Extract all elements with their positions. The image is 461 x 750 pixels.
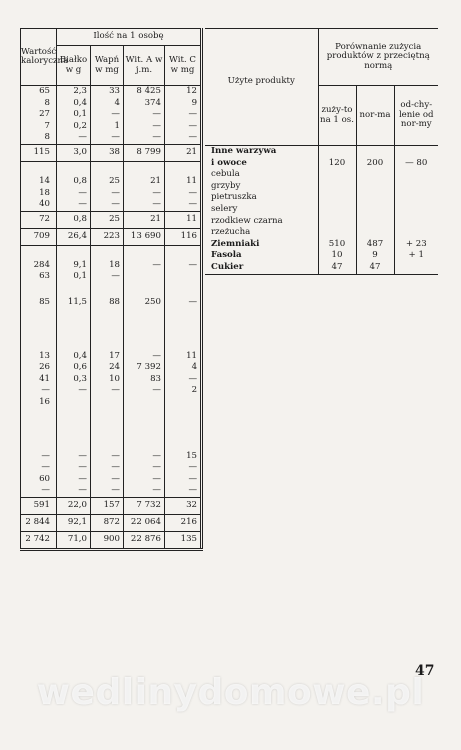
table-cell: 41 (21, 374, 57, 386)
table-cell (318, 146, 356, 158)
table-cell (356, 146, 394, 158)
table-cell: 0,1 (57, 109, 91, 121)
table-cell: + 1 (394, 250, 438, 262)
table-cell: 21 (124, 211, 165, 228)
table-cell: — (91, 109, 124, 121)
table-cell (356, 169, 394, 181)
table-cell: 26 (21, 362, 57, 374)
table-cell: — (124, 121, 165, 133)
table-cell: — (124, 188, 165, 200)
table-cell (21, 323, 57, 337)
table-cell (318, 227, 356, 239)
product-name: Inne warzywa (211, 146, 277, 156)
table-cell: 0,1 (57, 271, 91, 283)
table-cell (21, 337, 57, 351)
table-cell: 85 (21, 297, 57, 309)
table-cell (91, 323, 124, 337)
table-cell: 83 (124, 374, 165, 386)
table-cell (91, 409, 124, 423)
subtotal-row (21, 497, 202, 514)
table-cell (318, 181, 356, 193)
table-cell: 22 064 (124, 514, 165, 531)
table-cell (318, 204, 356, 216)
table-cell: 10 (318, 250, 356, 262)
table-cell: + 23 (394, 239, 438, 251)
table-cell: 200 (356, 158, 394, 170)
table-row (21, 423, 202, 437)
table-cell (91, 161, 124, 176)
header-protein: Białko w g (57, 46, 91, 86)
table-row (21, 485, 202, 497)
table-cell: 9 (191, 97, 198, 108)
table-cell: — (188, 109, 198, 120)
product-name: Fasola (211, 250, 242, 261)
table-cell: 9,1 (57, 260, 91, 272)
table-cell: — (57, 132, 91, 144)
table-cell: 27 (21, 109, 57, 121)
table-cell (356, 204, 394, 216)
table-row (21, 260, 202, 272)
table-cell: 11,5 (57, 297, 91, 309)
table-cell (165, 337, 202, 351)
subtotal-row (21, 211, 202, 228)
table-cell: — (57, 199, 91, 211)
table-cell (394, 181, 438, 193)
table-cell: — (91, 188, 124, 200)
table-row (21, 474, 202, 486)
table-cell: 11 (186, 175, 198, 186)
table-row (21, 283, 202, 297)
table-cell (394, 204, 438, 216)
header-deviation: od-chy-lenie od nor-my (394, 86, 438, 146)
table-cell (165, 283, 202, 297)
table-cell: 22,0 (57, 497, 91, 514)
table-cell: — (91, 462, 124, 474)
table-cell: 11 (186, 350, 198, 361)
table-cell: — (124, 351, 165, 363)
table-cell: — (57, 462, 91, 474)
table-cell (356, 227, 394, 239)
table-cell (57, 283, 91, 297)
table-cell: — (124, 385, 165, 397)
table-row (21, 132, 202, 144)
table-cell: — (124, 199, 165, 211)
subtotal-row (21, 144, 202, 161)
table-cell: — (91, 485, 124, 497)
table-cell (57, 409, 91, 423)
header-norm: nor-ma (356, 86, 394, 146)
table-row (21, 385, 202, 397)
table-cell: — (124, 132, 165, 144)
table-cell: 900 (91, 531, 124, 549)
table-cell: 116 (165, 228, 202, 245)
table-cell: — (21, 462, 57, 474)
table-cell: 135 (165, 531, 202, 549)
table-row (21, 86, 202, 98)
header-vitamin-a: Wit. A w j.m. (124, 46, 165, 86)
table-cell (394, 169, 438, 181)
table-cell: 120 (318, 158, 356, 170)
table-cell (57, 309, 91, 323)
table-row (21, 161, 202, 176)
table-cell: 92,1 (57, 514, 91, 531)
table-cell: 63 (21, 271, 57, 283)
product-name: rzodkiew czarna (211, 215, 283, 226)
table-cell (21, 437, 57, 451)
header-calories: Wartość kaloryczna (21, 29, 57, 86)
header-vitamin-c: Wit. C w mg (165, 46, 202, 86)
table-cell: 0,8 (57, 211, 91, 228)
nutrition-table-body (21, 86, 202, 550)
table-cell (165, 437, 202, 451)
table-cell: — (91, 271, 124, 283)
table-cell: — (188, 296, 198, 307)
subtotal-row (21, 531, 202, 549)
table-cell: 11 (165, 211, 202, 228)
table-cell (91, 283, 124, 297)
table-cell: 157 (91, 497, 124, 514)
table-cell (124, 437, 165, 451)
consumption-comparison-body (205, 146, 438, 275)
table-cell: 2 742 (21, 531, 57, 549)
table-cell: — (57, 451, 91, 463)
table-cell: — (188, 187, 198, 198)
table-cell: 284 (21, 260, 57, 272)
product-row (205, 250, 438, 262)
table-cell (394, 262, 438, 274)
table-cell: 2 844 (21, 514, 57, 531)
table-cell (21, 283, 57, 297)
table-cell (165, 309, 202, 323)
table-cell (91, 337, 124, 351)
table-cell (394, 192, 438, 204)
table-cell: 115 (21, 144, 57, 161)
table-cell: — (21, 485, 57, 497)
table-cell: 22 876 (124, 531, 165, 549)
table-cell: 65 (21, 86, 57, 98)
table-cell: — (188, 473, 198, 484)
table-cell: 4 (191, 362, 198, 373)
table-cell: 60 (21, 474, 57, 486)
table-cell (57, 245, 91, 260)
table-cell: — (188, 485, 198, 496)
table-cell (165, 245, 202, 260)
product-name: cebula (211, 169, 240, 180)
product-row (205, 204, 438, 216)
table-cell (356, 181, 394, 193)
nutrition-table (20, 28, 203, 551)
table-row (21, 121, 202, 133)
table-cell: 25 (91, 176, 124, 188)
table-cell (21, 409, 57, 423)
table-cell (21, 309, 57, 323)
table-row (21, 109, 202, 121)
table-cell: 47 (318, 262, 356, 274)
product-name: Ziemniaki (211, 238, 260, 249)
table-cell: — (91, 474, 124, 486)
table-cell (21, 161, 57, 176)
table-cell (124, 323, 165, 337)
product-row (205, 216, 438, 228)
table-cell: 0,6 (57, 362, 91, 374)
table-cell: — (124, 474, 165, 486)
table-cell: 40 (21, 199, 57, 211)
table-row (21, 409, 202, 423)
table-cell: — (124, 260, 165, 272)
table-cell (165, 271, 202, 283)
table-cell (57, 397, 91, 409)
table-cell: 21 (124, 176, 165, 188)
table-cell (356, 192, 394, 204)
table-cell: 8 799 (124, 144, 165, 161)
table-cell (394, 227, 438, 239)
table-cell: 14 (21, 176, 57, 188)
table-cell: — (57, 474, 91, 486)
table-cell (165, 323, 202, 337)
table-cell: 15 (186, 450, 198, 461)
table-cell: 72 (21, 211, 57, 228)
table-cell: — (57, 385, 91, 397)
page-number: 47 (415, 663, 435, 679)
table-cell: 591 (21, 497, 57, 514)
table-cell (124, 161, 165, 176)
table-row (21, 323, 202, 337)
header-products-used: Użyte produkty (205, 29, 318, 146)
table-cell: — (57, 188, 91, 200)
table-cell: 1 (91, 121, 124, 133)
table-cell: 709 (21, 228, 57, 245)
table-cell (91, 309, 124, 323)
table-cell: 16 (21, 397, 57, 409)
table-cell: — (188, 132, 198, 143)
table-row (21, 199, 202, 211)
table-cell: — (188, 199, 198, 210)
table-cell: 510 (318, 239, 356, 251)
table-cell: 13 690 (124, 228, 165, 245)
table-cell: — (124, 109, 165, 121)
product-row (205, 146, 438, 158)
table-cell (21, 245, 57, 260)
table-cell (91, 397, 124, 409)
table-cell: 8 (21, 98, 57, 110)
table-cell: 71,0 (57, 531, 91, 549)
table-cell (124, 397, 165, 409)
table-cell: 2,3 (57, 86, 91, 98)
table-cell: 4 (91, 98, 124, 110)
table-cell: — (91, 385, 124, 397)
table-cell: 24 (91, 362, 124, 374)
table-row (21, 297, 202, 309)
table-row (21, 271, 202, 283)
table-row (21, 176, 202, 188)
table-cell: 250 (124, 297, 165, 309)
table-cell (124, 423, 165, 437)
table-cell: 223 (91, 228, 124, 245)
table-cell: 18 (91, 260, 124, 272)
product-name: Cukier (205, 262, 318, 274)
product-row (205, 158, 438, 170)
table-cell (318, 216, 356, 228)
table-cell: — (124, 462, 165, 474)
table-cell (165, 423, 202, 437)
table-cell: 88 (91, 297, 124, 309)
table-cell: 25 (91, 211, 124, 228)
product-row (205, 192, 438, 204)
table-row (21, 188, 202, 200)
table-cell (57, 161, 91, 176)
table-cell: 26,4 (57, 228, 91, 245)
table-cell: 7 (21, 121, 57, 133)
table-row (21, 98, 202, 110)
table-cell: 0,2 (57, 121, 91, 133)
table-cell: — (91, 451, 124, 463)
table-cell: — (188, 462, 198, 473)
table-cell (124, 271, 165, 283)
subtotal-row (21, 228, 202, 245)
table-cell: 17 (91, 351, 124, 363)
table-cell: — (188, 373, 198, 384)
table-cell: 0,8 (57, 176, 91, 188)
product-row (205, 239, 438, 251)
table-row (21, 245, 202, 260)
subtotal-row (21, 514, 202, 531)
table-row (21, 397, 202, 409)
product-row (205, 227, 438, 239)
table-cell: 12 (186, 86, 198, 96)
table-cell: 47 (356, 262, 394, 274)
table-cell (57, 423, 91, 437)
table-cell: 487 (356, 239, 394, 251)
table-cell: 3,0 (57, 144, 91, 161)
table-cell: 7 732 (124, 497, 165, 514)
table-cell (57, 337, 91, 351)
table-row (21, 462, 202, 474)
table-cell: 21 (165, 144, 202, 161)
table-cell: 8 425 (124, 86, 165, 98)
product-name: grzyby (211, 180, 241, 191)
table-cell: 7 392 (124, 362, 165, 374)
table-cell (124, 409, 165, 423)
table-cell (165, 161, 202, 176)
consumption-comparison-table (205, 28, 438, 275)
table-cell: 13 (21, 351, 57, 363)
product-name: i owoce (211, 157, 247, 168)
table-cell: 33 (91, 86, 124, 98)
table-row (21, 374, 202, 386)
table-cell: 2 (191, 385, 198, 396)
table-cell (124, 337, 165, 351)
table-cell (57, 323, 91, 337)
header-used-per-person: zuży-to na 1 os. (318, 86, 356, 146)
table-cell: — (21, 385, 57, 397)
product-row (205, 262, 438, 274)
table-row (21, 337, 202, 351)
table-cell: — (91, 199, 124, 211)
table-cell: — (124, 485, 165, 497)
table-cell: 216 (165, 514, 202, 531)
table-cell: 872 (91, 514, 124, 531)
table-cell (91, 437, 124, 451)
table-cell: 32 (165, 497, 202, 514)
table-cell: 0,4 (57, 98, 91, 110)
table-cell (91, 423, 124, 437)
table-cell: 374 (124, 98, 165, 110)
table-cell (91, 245, 124, 260)
table-cell (165, 397, 202, 409)
header-comparison: Porównanie zużycia produktów z przeciętną normą (318, 29, 438, 86)
table-cell (124, 245, 165, 260)
watermark: wedlinydomowe.pl (36, 672, 425, 713)
table-cell: — 80 (394, 158, 438, 170)
table-cell (318, 169, 356, 181)
table-cell: 9 (356, 250, 394, 262)
table-row (21, 309, 202, 323)
table-cell (124, 283, 165, 297)
table-cell (165, 409, 202, 423)
table-cell (356, 216, 394, 228)
table-cell: — (57, 485, 91, 497)
table-cell: — (188, 120, 198, 131)
product-name: rzeżucha (211, 227, 251, 238)
table-cell: 10 (91, 374, 124, 386)
table-cell: — (21, 451, 57, 463)
table-row (21, 362, 202, 374)
table-cell: 38 (91, 144, 124, 161)
product-name: pietruszka (211, 192, 257, 203)
header-calcium: Wapń w mg (91, 46, 124, 86)
table-cell: — (91, 132, 124, 144)
table-cell (318, 192, 356, 204)
header-amount-per-person: Ilość na 1 osobę (57, 29, 202, 46)
table-cell (124, 309, 165, 323)
table-cell (21, 423, 57, 437)
table-cell (57, 437, 91, 451)
product-row (205, 181, 438, 193)
table-cell: — (124, 451, 165, 463)
table-row (21, 451, 202, 463)
table-cell: 18 (21, 188, 57, 200)
table-cell: 8 (21, 132, 57, 144)
product-row (205, 169, 438, 181)
product-name: selery (211, 203, 238, 214)
table-cell: — (188, 259, 198, 270)
table-cell (394, 216, 438, 228)
table-row (21, 351, 202, 363)
table-cell: 0,4 (57, 351, 91, 363)
table-row (21, 437, 202, 451)
table-cell (394, 146, 438, 158)
table-cell: 0,3 (57, 374, 91, 386)
